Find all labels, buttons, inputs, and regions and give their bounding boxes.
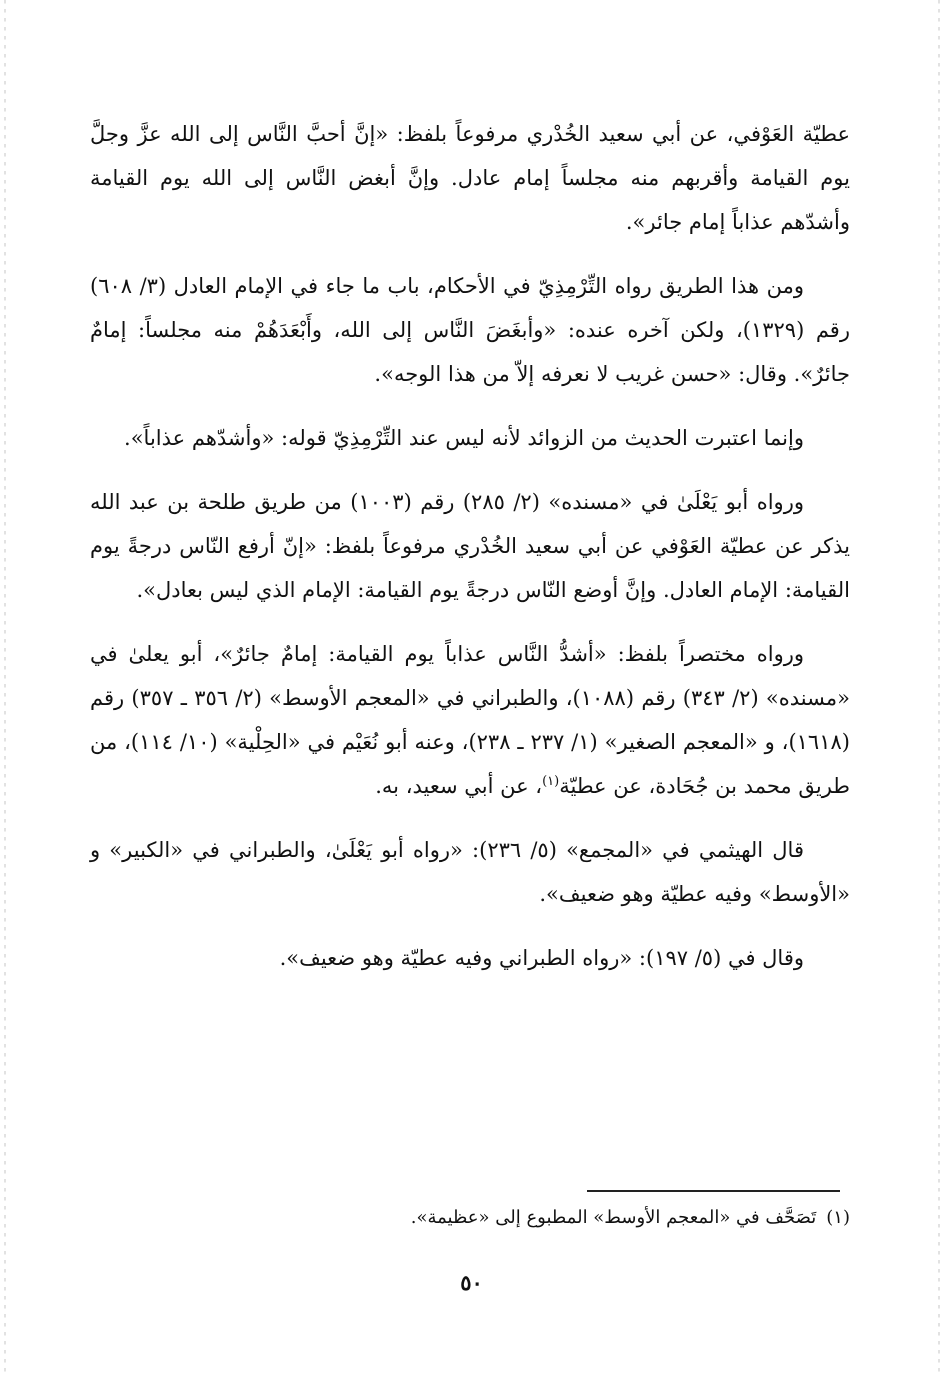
paragraph-5-tail: ، عن أبي سعيد، به. xyxy=(375,774,543,798)
paragraph-5-text: ورواه مختصراً بلفظ: «أشدُّ النَّاس عذاباً يوم القيامة: إمامٌ جائرٌ»، أبو يعلىٰ في «مسنده» (٢/ ٣٤٣) رقم (١٠٨٨)، والطبراني في «المعجم الأوسط» (٢/ ٣٥٦ ـ ٣٥٧) رقم (١٦١٨)، و «المعجم الصغير» (١/ ٢٣٧ ـ ٢٣٨)، وعنه أبو نُعَيْم في «الحِلْية» (١٠/ ١١٤)، من طريق محمد بن جُحَادة، عن عطيّة xyxy=(90,642,850,798)
paragraph-7: وقال في (٥/ ١٩٧): «رواه الطبراني وفيه عطيّة وهو ضعيف». xyxy=(279,946,804,970)
footnote-reference[interactable]: (١) xyxy=(542,774,560,789)
paragraph-4: ورواه أبو يَعْلَىٰ في «مسنده» (٢/ ٢٨٥) رقم (١٠٠٣) من طريق طلحة بن عبد الله يذكر عن عطيّة العَوْفي عن أبي سعيد الخُدْري مرفوعاً بلفظ: «إنّ أرفع النّاس درجةً يوم القيامة: الإمام العادل. وإنَّ أوضع النّاس درجةً يوم القيامة: الإمام الذي ليس بعادل». xyxy=(90,490,850,602)
scan-margin-right xyxy=(938,0,940,1375)
footnote-separator xyxy=(587,1190,840,1192)
scan-margin-left xyxy=(4,0,6,1375)
footnote-marker: (١) xyxy=(826,1207,850,1228)
paragraph-3: وإنما اعتبرت الحديث من الزوائد لأنه ليس عند التِّرْمِذِيّ قوله: «وأشدّهم عذاباً». xyxy=(124,426,804,450)
page-body xyxy=(90,112,850,980)
paragraph-1: عطيّة العَوْفي، عن أبي سعيد الخُدْري مرفوعاً بلفظ: «إنَّ أحبَّ النَّاس إلى الله عزَّ وجلَّ يوم القيامة وأقربهم منه مجلساً إمام عادل. وإنَّ أبغض النَّاس إلى الله يوم القيامة وأشدّهم عذاباً إمام جائر». xyxy=(90,122,850,234)
footnote-text: تَصَحَّف في «المعجم الأوسط» المطبوع إلى «عظيمة». xyxy=(410,1207,817,1228)
paragraph-6: قال الهيثمي في «المجمع» (٥/ ٢٣٦): «رواه أبو يَعْلَىٰ، والطبراني في «الكبير» و «الأوسط» وفيه عطيّة وهو ضعيف». xyxy=(90,838,850,906)
paragraph-2: ومن هذا الطريق رواه التِّرْمِذِيّ في الأحكام، باب ما جاء في الإمام العادل (٣/ ٦٠٨) رقم (١٣٢٩)، ولكن آخره عنده: «وأبغَضَ النَّاس إلى الله، وأَبْعَدَهُمْ منه مجلساً: إمامٌ جائرٌ». وقال: «حسن غريب لا نعرفه إلاّ من هذا الوجه». xyxy=(90,274,850,386)
footnote xyxy=(150,1200,850,1236)
paragraph-5 xyxy=(90,632,850,808)
page-number: ٥٠ xyxy=(460,1270,483,1295)
